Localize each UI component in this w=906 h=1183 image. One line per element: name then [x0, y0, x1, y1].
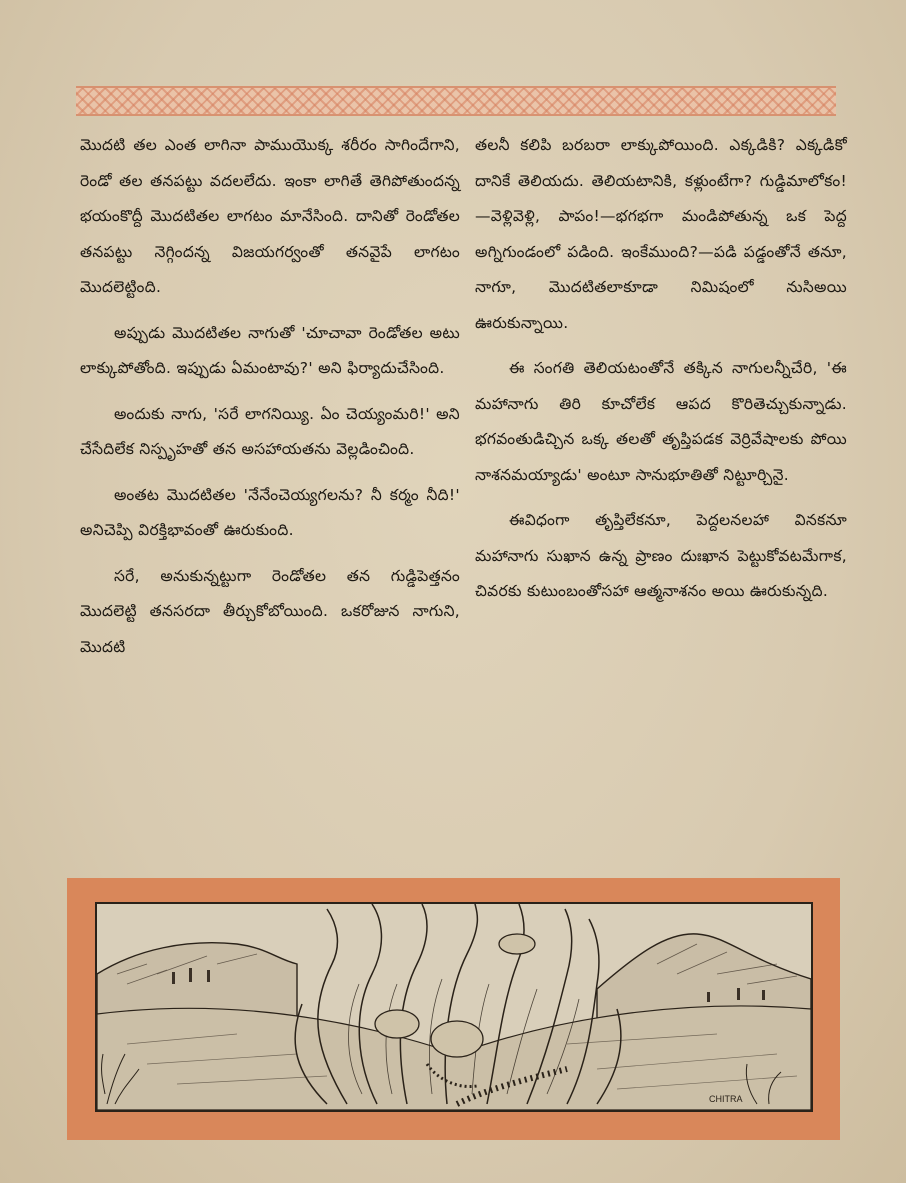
paragraph: తలనీ కలిపి బరబరా లాక్కుపోయింది. ఎక్కడికి? ఎక్కడికో దానికే తెలియదు. తెలియటానికి, కళ్లుంటేగా? గుడ్డిమాలోకం!—వెళ్లివెళ్లి, పాపం!—భగభగా మండిపోతున్న ఒక పెద్ద అగ్నిగుండంలో పడింది. ఇంకేముంది?—పడి పడ్డంతోనే తనూ, నాగూ, మొదటితలాకూడా నిమిషంలో నుసిఅయి ఊరుకున్నాయి. [475, 136, 847, 332]
decorative-border [76, 86, 836, 116]
paragraph: అందుకు నాగు, 'సరే లాగనియ్యి. ఏం చెయ్యంమరి!' అని చేసేదిలేక నిస్పృహతో తన అసహాయతను వెల్లడించింది. [80, 404, 460, 458]
fire-pit-illustration [95, 902, 813, 1112]
paragraph: అంతట మొదటితల 'నేనేంచెయ్యగలను? నీ కర్మం నీది!' అనిచెప్పి విరక్తిభావంతో ఊరుకుంది. [80, 485, 460, 539]
paragraph: సరే, అనుకున్నట్టుగా రెండోతల తన గుడ్డిపెత్తనం మొదలెట్టి తనసరదా తీర్చుకోబోయింది. ఒకరోజున నాగుని, మొదటి [80, 566, 460, 656]
paragraph: అప్పుడు మొదటితల నాగుతో 'చూచావా రెండోతల అటు లాక్కుపోతోంది. ఇప్పుడు ఏమంటావు?' అని ఫిర్యాదుచేసింది. [80, 323, 460, 377]
artist-signature: CHITRA [709, 1094, 743, 1104]
left-column [80, 128, 460, 675]
paragraph: మొదటి తల ఎంత లాగినా పాముయొక్క శరీరం సాగిందేగాని, రెండో తల తనపట్టు వదలలేదు. ఇంకా లాగితే తెగిపోతుందన్న భయంకొద్దీ మొదటితల లాగటం మానేసింది. దానితో రెండోతల తనపట్టు నెగ్గిందన్న విజయగర్వంతో తనవైపే లాగటం మొదలెట్టింది. [80, 136, 460, 296]
paragraph: ఈవిధంగా తృప్తిలేకనూ, పెద్దలనలహా వినకనూ మహానాగు సుఖాన ఉన్న ప్రాణం దుఃఖాన పెట్టుకోవటమేగాక, చివరకు కుటుంబంతోసహా ఆత్మనాశనం అయి ఊరుకున్నది. [475, 511, 847, 600]
right-column [475, 128, 847, 620]
illustration-drawing [97, 904, 811, 1110]
paragraph: ఈ సంగతి తెలియటంతోనే తక్కిన నాగులన్నీచేరి, 'ఈ మహానాగు తిరి కూచోలేక ఆపద కొరితెచ్చుకున్నాడు. భగవంతుడిచ్చిన ఒక్క తలతో తృప్తిపడక వెర్రివేషాలకు పోయి నాశనమయ్యాడు' అంటూ సానుభూతితో నిట్టూర్చినై. [475, 359, 847, 484]
illustration-frame [67, 878, 840, 1140]
